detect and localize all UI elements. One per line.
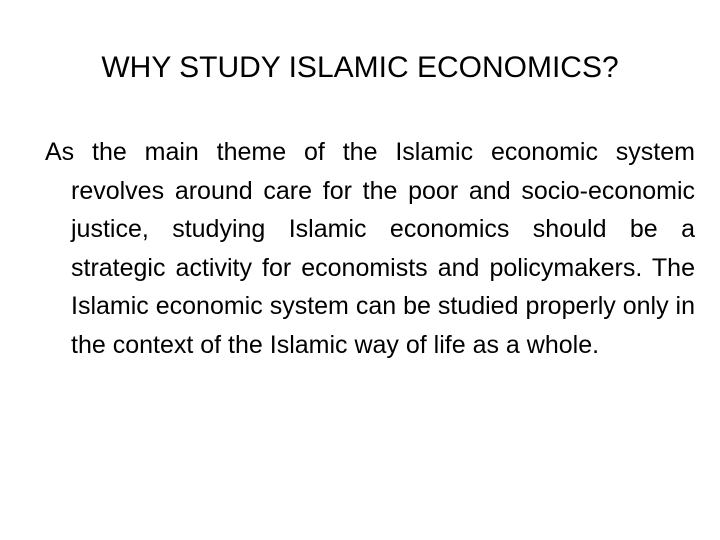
slide-body-text: As the main theme of the Islamic economic system revolves around care for the poor and socio-economic justice, studying Islamic economics should be a strategic activity for economists and policymakers. The Islamic economic system can be studied properly only in the context of the Islamic way of life as a whole. bbox=[45, 138, 695, 359]
slide-title: WHY STUDY ISLAMIC ECONOMICS? bbox=[101, 51, 619, 84]
